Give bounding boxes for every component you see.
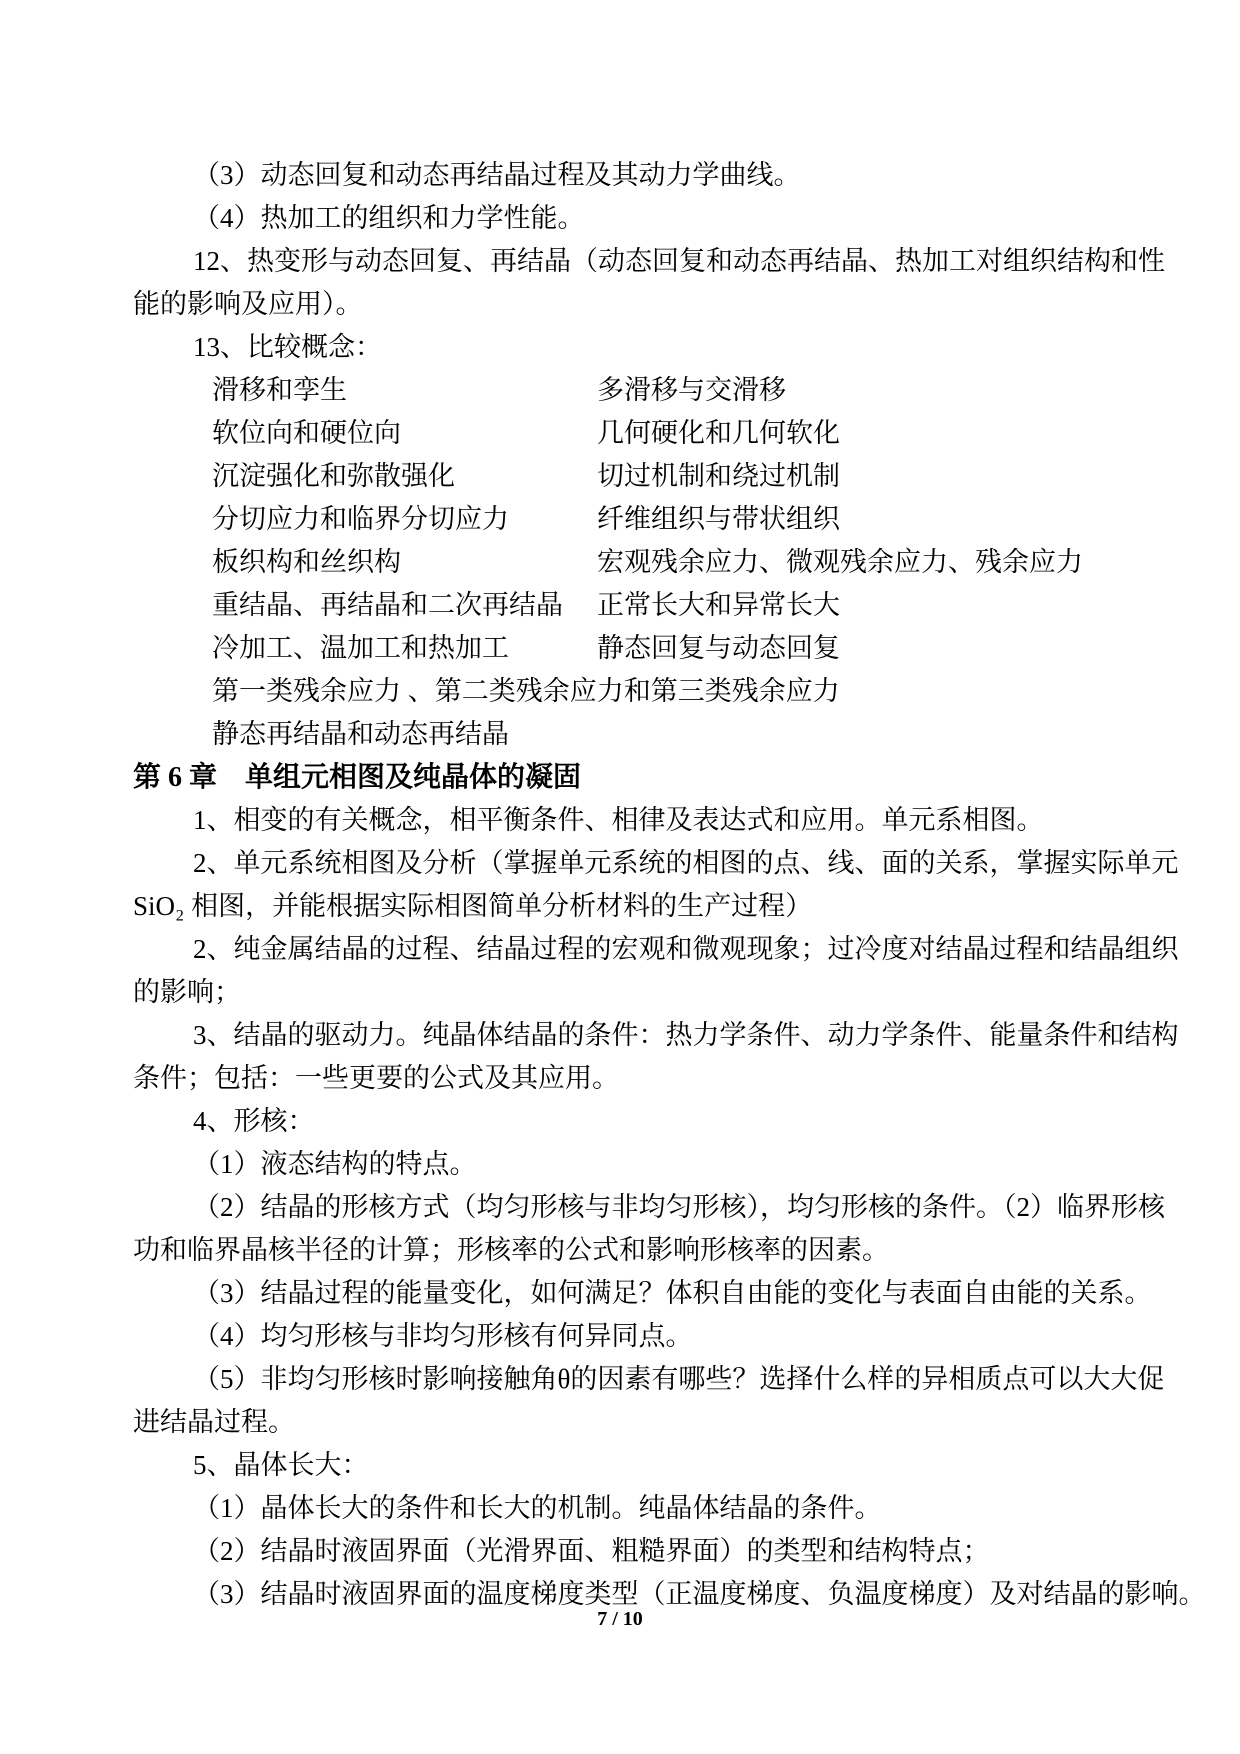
line-ch6-item4-5-2: 进结晶过程。 bbox=[133, 1407, 295, 1437]
chapter6-heading: 第 6 章 单组元相图及纯晶体的凝固 bbox=[133, 762, 582, 793]
compare-row bbox=[133, 455, 1113, 498]
compare-right: 纤维组织与带状组织 bbox=[597, 504, 840, 534]
line-ch5-item13: 13、比较概念： bbox=[193, 332, 382, 362]
compare-left: 分切应力和临界分切应力 bbox=[212, 504, 509, 534]
line-ch5-item12-1: 12、热变形与动态回复、再结晶（动态回复和动态再结晶、热加工对组织结构和性 bbox=[193, 246, 1165, 276]
line-ch6-item2a-1: 2、单元系统相图及分析（掌握单元系统的相图的点、线、面的关系，掌握实际单元 bbox=[193, 848, 1179, 878]
compare-right: 静态回复与动态回复 bbox=[597, 633, 840, 663]
line-ch6-item4-1: （1）液态结构的特点。 bbox=[193, 1149, 477, 1179]
line-ch6-item4: 4、形核： bbox=[193, 1106, 315, 1136]
line-ch5-extra2: 静态再结晶和动态再结晶 bbox=[212, 719, 509, 749]
line-ch6-item1: 1、相变的有关概念，相平衡条件、相律及表达式和应用。单元系相图。 bbox=[193, 805, 1044, 835]
line-ch6-item4-5-1: （5）非均匀形核时影响接触角θ的因素有哪些？选择什么样的异相质点可以大大促 bbox=[193, 1364, 1165, 1394]
line-ch6-item5: 5、晶体长大： bbox=[193, 1450, 369, 1480]
compare-left: 滑移和孪生 bbox=[212, 375, 347, 405]
compare-row bbox=[133, 584, 1113, 627]
compare-left: 板织构和丝织构 bbox=[212, 547, 401, 577]
line-ch5-extra1: 第一类残余应力 、第二类残余应力和第三类残余应力 bbox=[212, 676, 840, 706]
line-ch5-item12-2: 能的影响及应用）。 bbox=[133, 289, 363, 319]
compare-right: 宏观残余应力、微观残余应力、残余应力 bbox=[597, 547, 1083, 577]
line-ch6-item4-2-1: （2）结晶的形核方式（均匀形核与非均匀形核），均匀形核的条件。（2）临界形核 bbox=[193, 1192, 1165, 1222]
page-number: 7 / 10 bbox=[597, 1608, 643, 1630]
line-ch6-item5-2: （2）结晶时液固界面（光滑界面、粗糙界面）的类型和结构特点； bbox=[193, 1536, 990, 1566]
line-ch6-item4-2-2: 功和临界晶核半径的计算；形核率的公式和影响形核率的因素。 bbox=[133, 1235, 889, 1265]
compare-row bbox=[133, 498, 1113, 541]
compare-row bbox=[133, 412, 1113, 455]
compare-right: 正常长大和异常长大 bbox=[597, 590, 840, 620]
line-ch6-item5-1: （1）晶体长大的条件和长大的机制。纯晶体结晶的条件。 bbox=[193, 1493, 882, 1523]
compare-right: 多滑移与交滑移 bbox=[597, 375, 786, 405]
line-ch6-item5-3: （3）结晶时液固界面的温度梯度类型（正温度梯度、负温度梯度）及对结晶的影响。 bbox=[193, 1579, 1206, 1609]
compare-row bbox=[133, 369, 1113, 412]
line-ch6-item3-2: 条件；包括：一些更要的公式及其应用。 bbox=[133, 1063, 619, 1093]
compare-right: 几何硬化和几何软化 bbox=[597, 418, 840, 448]
document-page bbox=[133, 154, 1206, 1616]
line-ch5-item4: （4）热加工的组织和力学性能。 bbox=[193, 203, 585, 233]
compare-left: 沉淀强化和弥散强化 bbox=[212, 461, 455, 491]
compare-left: 冷加工、温加工和热加工 bbox=[212, 633, 509, 663]
line-ch6-item2b-2: 的影响； bbox=[133, 977, 241, 1007]
line-ch6-item3-1: 3、结晶的驱动力。纯晶体结晶的条件：热力学条件、动力学条件、能量条件和结构 bbox=[193, 1020, 1179, 1050]
compare-left: 软位向和硬位向 bbox=[212, 418, 401, 448]
compare-row bbox=[133, 541, 1113, 584]
compare-left: 重结晶、再结晶和二次再结晶 bbox=[212, 590, 563, 620]
line-ch6-item4-4: （4）均匀形核与非均匀形核有何异同点。 bbox=[193, 1321, 693, 1351]
line-ch5-item3: （3）动态回复和动态再结晶过程及其动力学曲线。 bbox=[193, 160, 801, 190]
compare-right: 切过机制和绕过机制 bbox=[597, 461, 840, 491]
line-ch6-item4-3: （3）结晶过程的能量变化，如何满足？体积自由能的变化与表面自由能的关系。 bbox=[193, 1278, 1152, 1308]
line-ch6-item2a-2: SiO₂ 相图，并能根据实际相图简单分析材料的生产过程） bbox=[133, 891, 813, 921]
compare-row bbox=[133, 627, 1113, 670]
line-ch6-item2b-1: 2、纯金属结晶的过程、结晶过程的宏观和微观现象；过冷度对结晶过程和结晶组织 bbox=[193, 934, 1179, 964]
